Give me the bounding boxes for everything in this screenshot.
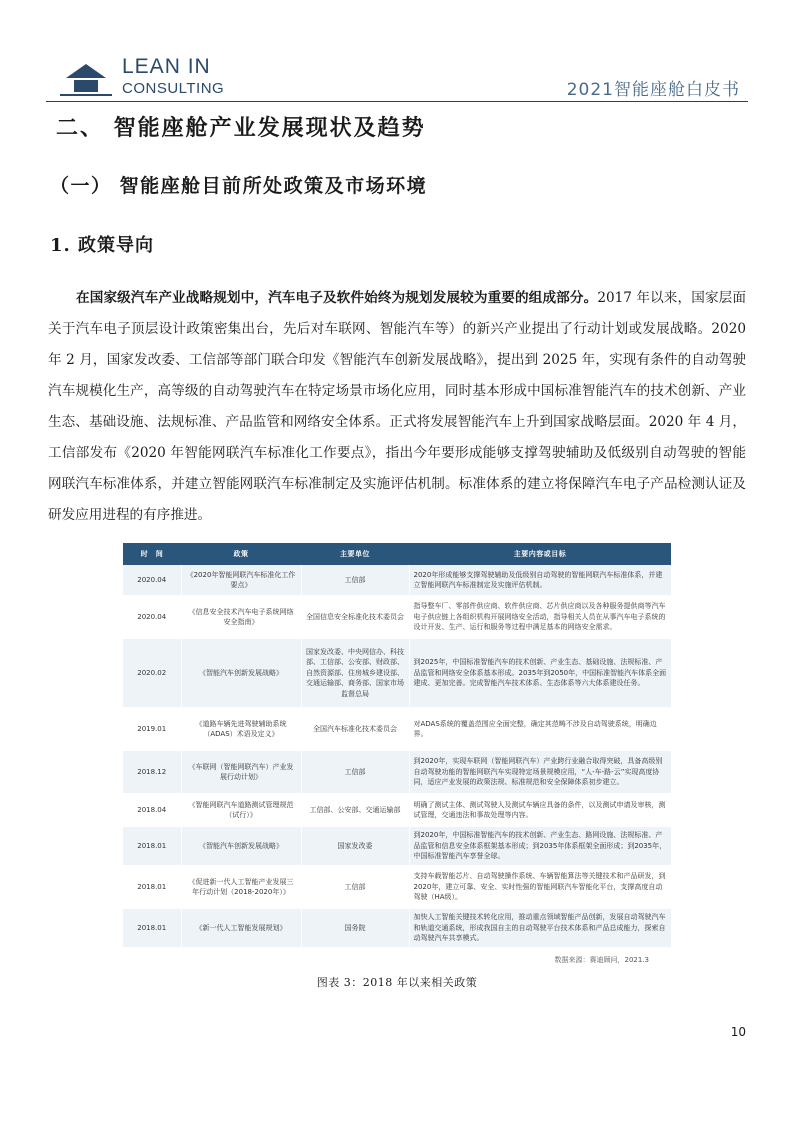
cell-content: 支持车载智能芯片、自动驾驶操作系统、车辆智能算法等关键技术和产品研发，到2020年，建立可靠、安全、实时性强的智能网联汽车智能化平台，支撑高度自动驾驶（HA级）。 <box>409 866 671 908</box>
document-title: 2021智能座舱白皮书 <box>566 80 740 100</box>
cell-time: 2018.01 <box>123 826 181 866</box>
cell-content: 到2020年，实现车联网（智能网联汽车）产业跨行业融合取得突破，具备高级别自动驾驶功能的智能网联汽车实现特定场景规模应用，“人-车-路-云”实现高度协同，适应产业发展的政策法规、标准规范和安全保障体系初步建立。 <box>409 750 671 794</box>
header-time: 时 间 <box>123 543 181 565</box>
table-row <box>123 596 671 638</box>
header-divider <box>46 101 748 102</box>
cell-unit: 国家发改委、中央网信办、科技部、工信部、公安部、财政部、自然资源部、住房城乡建设部、交通运输部、商务部、国家市场监督总局 <box>301 638 409 708</box>
logo-mark-icon <box>60 56 112 96</box>
cell-content: 到2025年，中国标准智能汽车的技术创新、产业生态、基础设施、法规标准、产品监管和网络安全体系基本形成。2035年到2050年，中国标准智能汽车体系全面建成、更加完善。完成智能汽车技术体系、生态体系等六大体系建设任务。 <box>409 638 671 708</box>
cell-unit: 工信部 <box>301 866 409 908</box>
paragraph-lead: 在国家级汽车产业战略规划中，汽车电子及软件始终为规划发展较为重要的组成部分。 <box>76 290 598 306</box>
cell-content: 明确了测试主体、测试驾驶人及测试车辆应具备的条件，以及测试申请及审核，测试管理，交通违法和事故处理等内容。 <box>409 794 671 826</box>
data-source-note: 数据来源：赛迪顾问，2021.3 <box>554 956 649 964</box>
cell-time: 2020.04 <box>123 596 181 638</box>
cell-content: 到2020年，中国标准智能汽车的技术创新、产业生态、路网设施、法规标准、产品监管和信息安全体系框架基本形成；到2035年体系框架全面形成；到2035年，中国标准智能汽车享誉全球。 <box>409 826 671 866</box>
cell-unit: 全国汽车标准化技术委员会 <box>301 708 409 750</box>
cell-unit: 工信部 <box>301 750 409 794</box>
cell-unit: 工信部、公安部、交通运输部 <box>301 794 409 826</box>
company-logo <box>60 56 240 100</box>
section-heading: 二、 智能座舱产业发展现状及趋势 <box>56 115 426 141</box>
cell-unit: 国家发改委 <box>301 826 409 866</box>
cell-time: 2018.12 <box>123 750 181 794</box>
page-number: 10 <box>730 1025 746 1039</box>
cell-unit: 全国信息安全标准化技术委员会 <box>301 596 409 638</box>
cell-time: 2020.04 <box>123 565 181 596</box>
cell-content: 2020年形成能够支撑驾驶辅助及低级别自动驾驶的智能网联汽车标准体系，并建立智能网联汽车标准制定及实施评估机制。 <box>409 565 671 596</box>
cell-unit: 工信部 <box>301 565 409 596</box>
cell-time: 2018.04 <box>123 794 181 826</box>
body-paragraph <box>48 283 746 531</box>
cell-policy: 《智能网联汽车道路测试管理规范（试行）》 <box>181 794 301 826</box>
cell-content: 指导整车厂、零部件供应商、软件供应商、芯片供应商以及各种服务提供商等汽车电子供应链上各组织机构开展网络安全活动，指导相关人员在从事汽车电子系统的设计开发、生产、运行和服务等过程中满足基本的网络安全需求。 <box>409 596 671 638</box>
logo-text-secondary: CONSULTING <box>122 80 225 97</box>
table-row <box>123 826 671 866</box>
table-row <box>123 794 671 826</box>
page-header <box>60 52 740 102</box>
cell-time: 2018.01 <box>123 908 181 948</box>
header-unit: 主要单位 <box>301 543 409 565</box>
policy-table <box>123 543 671 949</box>
cell-content: 加快人工智能关键技术转化应用，推动重点领域智能产品创新，发展自动驾驶汽车和轨道交通系统，形成我国自主的自动驾驶平台技术体系和产品总成能力，探索自动驾驶汽车共享模式。 <box>409 908 671 948</box>
header-policy: 政策 <box>181 543 301 565</box>
cell-policy: 《2020年智能网联汽车标准化工作要点》 <box>181 565 301 596</box>
cell-policy: 《道路车辆先进驾驶辅助系统（ADAS）术语及定义》 <box>181 708 301 750</box>
table-row <box>123 866 671 908</box>
figure-caption: 图表 3：2018 年以来相关政策 <box>316 976 478 989</box>
cell-content: 对ADAS系统的覆盖范围应全面完整，确定其范畴不涉及自动驾驶系统，明确边界。 <box>409 708 671 750</box>
subsection-heading: （一） 智能座舱目前所处政策及市场环境 <box>50 175 428 197</box>
table-row <box>123 750 671 794</box>
cell-policy: 《智能汽车创新发展战略》 <box>181 826 301 866</box>
cell-policy: 《信息安全技术汽车电子系统网络安全指南》 <box>181 596 301 638</box>
cell-time: 2020.02 <box>123 638 181 708</box>
cell-policy: 《车联网（智能网联汽车）产业发展行动计划》 <box>181 750 301 794</box>
cell-time: 2018.01 <box>123 866 181 908</box>
paragraph-body: 2017 年以来，国家层面关于汽车电子顶层设计政策密集出台，先后对车联网、智能汽车等）的新兴产业提出了行动计划或发展战略。2020 年 2 月，国家发改委、工信部等部门联合印发《智能汽车创新发展战略》，提出到 2025 年，实现有条件的自动驾驶汽车规模化生产，高等级的自动驾驶汽车在特定场景市场化应用，同时基本形成中国标准智能汽车的技术创新、产业生态、基础设施、法规标准、产品监管和网络安全体系。正式将发展智能汽车上升到国家战略层面。2020 年 4 月，工信部发布《2020 年智能网联汽车标准化工作要点》，指出今年要形成能够支撑驾驶辅助及低级别自动驾驶的智能网联汽车标准体系，并建立智能网联汽车标准制定及实施评估机制。标准体系的建立将保障汽车电子产品检测认证及研发应用进程的有序推进。 <box>48 290 746 523</box>
cell-policy: 《新一代人工智能发展规划》 <box>181 908 301 948</box>
table-row <box>123 908 671 948</box>
policy-table-figure <box>123 543 671 965</box>
table-row <box>123 708 671 750</box>
cell-time: 2019.01 <box>123 708 181 750</box>
header-content: 主要内容或目标 <box>409 543 671 565</box>
cell-policy: 《智能汽车创新发展战略》 <box>181 638 301 708</box>
logo-text-primary: LEAN IN <box>122 55 211 78</box>
item-heading: 1. 政策导向 <box>50 235 155 256</box>
table-row <box>123 638 671 708</box>
cell-policy: 《促进新一代人工智能产业发展三年行动计划（2018-2020年）》 <box>181 866 301 908</box>
table-row <box>123 565 671 596</box>
table-header-row <box>123 543 671 565</box>
cell-unit: 国务院 <box>301 908 409 948</box>
